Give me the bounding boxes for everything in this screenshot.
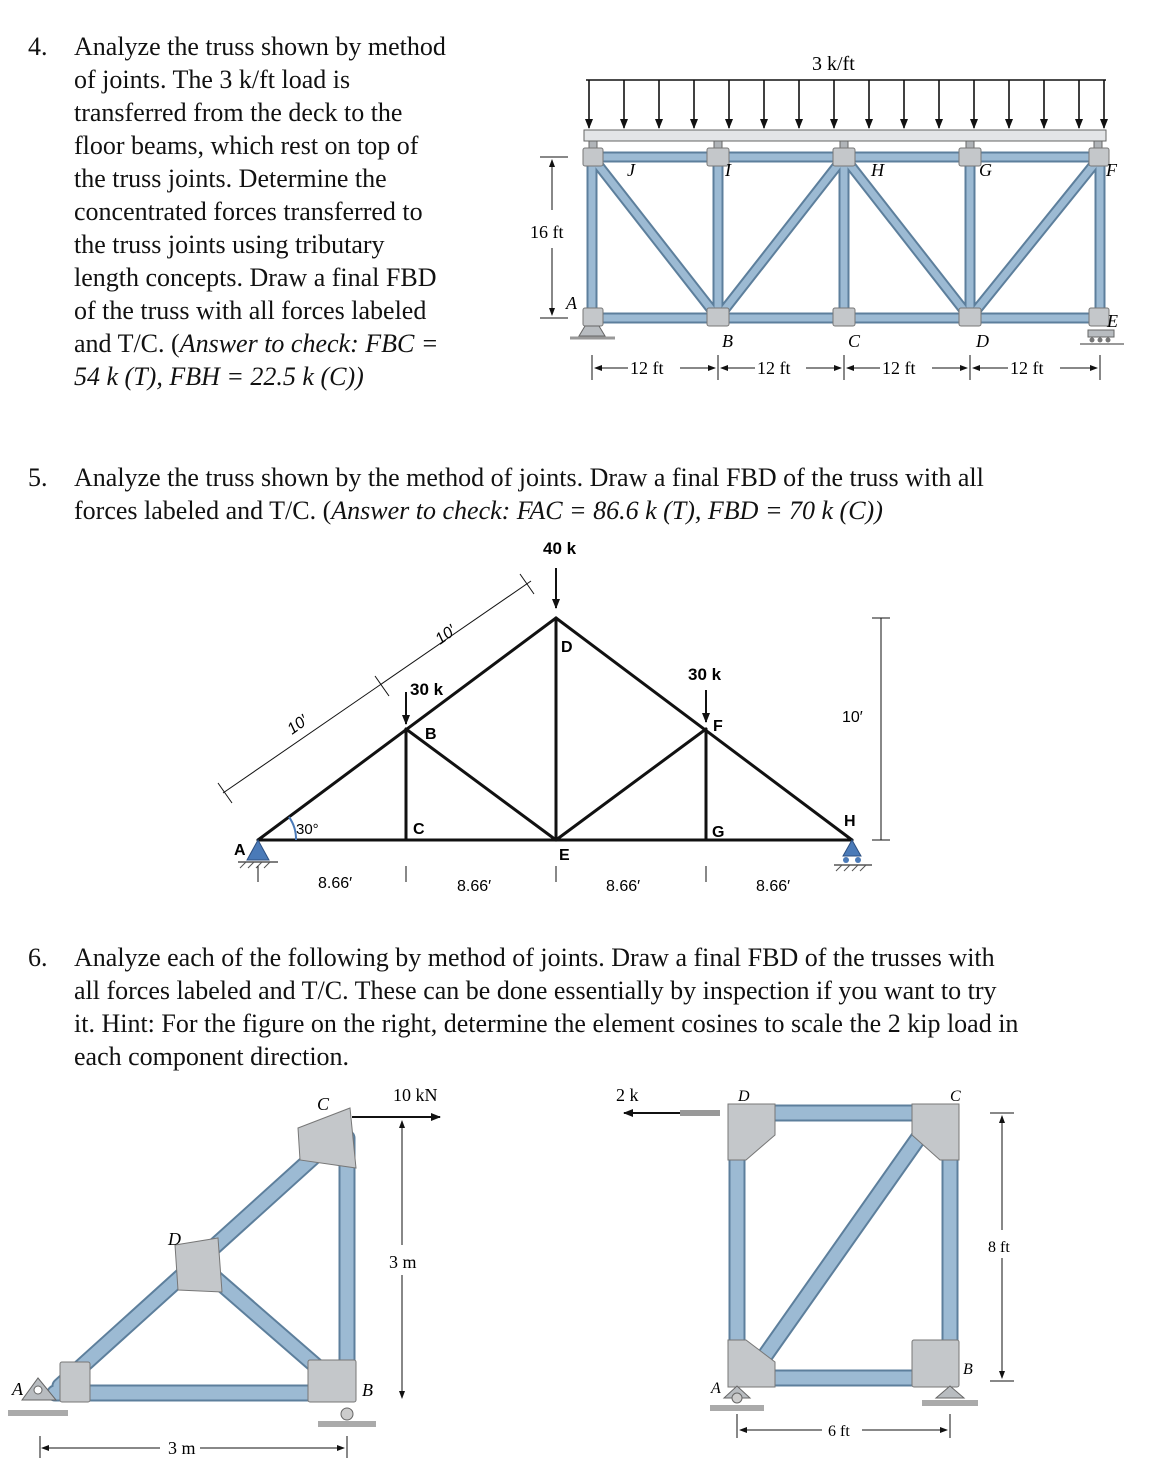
text-line: floor beams, which rest on top of [74,131,419,160]
angle-arc [289,817,296,840]
pin-support-b [922,1386,978,1406]
load-cable [680,1110,720,1116]
joint-label-c: C [848,331,861,351]
width-label: 6 ft [828,1423,850,1440]
joint-label-f: F [1106,160,1117,180]
answer-check: 54 k (T), FBH = 22.5 k (C)) [74,362,364,391]
joint-label-c: C [413,821,425,838]
joint-label-d: D [561,639,573,656]
load-label-apex: 40 k [543,539,577,558]
load-label: 2 k [616,1085,639,1105]
roller-support-e [1080,330,1124,344]
joint-label-g: G [712,824,725,841]
width-label: 3 m [168,1438,196,1458]
span-label: 8.66′ [457,878,492,895]
roller-support-b [318,1408,376,1427]
figure-6b-truss [616,1085,1014,1462]
truss-members [258,618,852,840]
joint-label-d: D [738,1088,750,1105]
joint-label-i: I [725,160,731,180]
joint-label-b: B [425,726,437,743]
slope-dimension [218,574,534,803]
text-line: Analyze the truss shown by method [74,32,446,61]
height-dimension [990,1113,1014,1462]
text-line: transferred from the deck to the [74,98,403,127]
pin-support-a [570,326,615,338]
joint-label-h: H [871,160,884,180]
text-line: and T/C. (Answer to check: FBC = [74,329,439,358]
span-label: 8.66′ [756,878,791,895]
span-label: 12 ft [1010,358,1044,378]
text-line: all forces labeled and T/C. These can be done essentially by inspection if you want to try [74,976,997,1005]
figure-6a-truss [8,1085,440,1458]
text-line: it. Hint: For the figure on the right, determine the element cosines to scale the 2 kip load in [74,1009,1019,1038]
problem-number: 5. [28,463,48,492]
height-label: 8 ft [988,1239,1010,1256]
span-label: 12 ft [882,358,916,378]
span-label: 8.66′ [318,875,353,892]
deck [584,130,1106,141]
figure-5-truss [218,539,890,895]
problem-number: 6. [28,943,48,972]
joint-label-g: G [979,160,992,180]
joint-label-f: F [713,718,723,735]
text-line: length concepts. Draw a final FBD [74,263,437,292]
joint-label-a: A [711,1380,721,1397]
joint-label-c: C [317,1094,330,1114]
load-label-b: 30 k [410,680,444,699]
height-dimension [872,618,890,840]
joint-label-b: B [362,1380,373,1400]
distributed-load-arrows [589,80,1104,128]
text-line: forces labeled and T/C. (Answer to check: FAC = 86.6 k (T), FBD = 70 k (C)) [74,496,883,525]
load-label: 10 kN [393,1085,438,1105]
load-label-f: 30 k [688,665,722,684]
text-line: of joints. The 3 k/ft load is [74,65,351,94]
text-line: concentrated forces transferred to [74,197,423,226]
height-label: 16 ft [530,222,564,242]
text-line: Analyze the truss shown by the method of joints. Draw a final FBD of the truss with all [74,463,984,492]
text-line: the truss joints. Determine the [74,164,387,193]
joint-label-c: C [950,1088,961,1105]
length-label-lower: 10′ [284,712,312,739]
joint-label-d: D [976,331,989,351]
joint-label-e: E [559,847,570,864]
text-line: of the truss with all forces labeled [74,296,427,325]
answer-check: Answer to check: FBC = [179,329,439,358]
joint-label-b: B [722,331,733,351]
joint-label-d: D [168,1229,181,1249]
joint-label-h: H [844,813,856,830]
problem-number: 4. [28,32,48,61]
height-label: 10′ [842,709,863,726]
roller-support-h [834,840,872,871]
angle-label: 30° [296,821,319,838]
joint-label-b: B [963,1361,973,1378]
figure-4-truss [530,53,1124,380]
joint-label-e: E [1107,311,1118,331]
text-line: Analyze each of the following by method of joints. Draw a final FBD of the trusses with [74,943,995,972]
length-label-upper: 10′ [432,622,460,649]
joint-label-a: A [12,1379,23,1399]
span-label: 12 ft [757,358,791,378]
span-label: 8.66′ [606,878,641,895]
span-label: 12 ft [630,358,664,378]
text-line: the truss joints using tributary [74,230,385,259]
truss-members-fill [592,157,1100,318]
joint-label-a: A [566,293,577,313]
height-label: 3 m [389,1252,417,1272]
load-label: 3 k/ft [812,53,855,75]
joint-label-a: A [234,842,246,859]
answer-check: Answer to check: FAC = 86.6 k (T), FBD = 70 k (C)) [331,496,883,525]
joint-label-j: J [627,160,635,180]
text-line: each component direction. [74,1042,350,1071]
